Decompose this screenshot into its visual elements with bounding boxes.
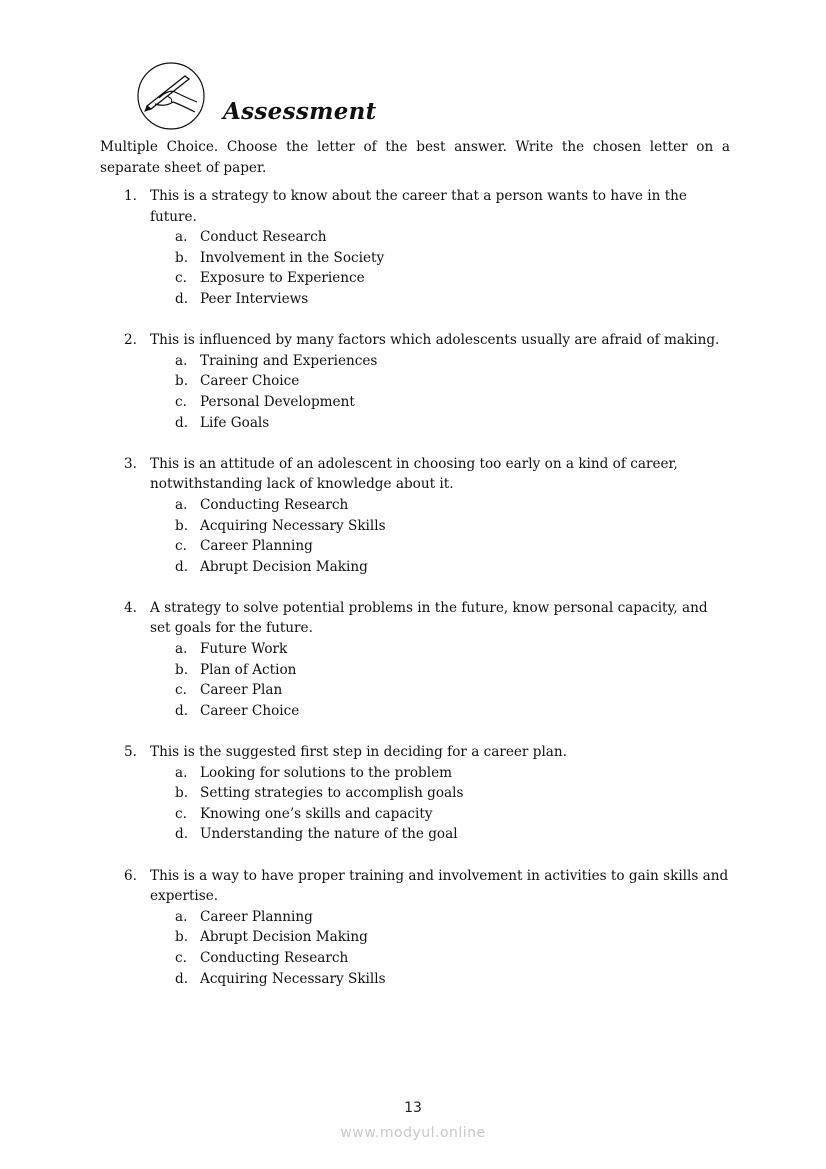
instructions: Multiple Choice. Choose the letter of the best answer. Write the chosen letter on a separate sheet of paper. [100, 139, 730, 176]
question-item [120, 742, 730, 845]
answer-option [150, 763, 730, 784]
option-letter: c. [175, 393, 187, 410]
option-letter: a. [175, 908, 188, 925]
option-letter: d. [175, 970, 189, 987]
question-item [120, 330, 730, 433]
answer-option [150, 289, 730, 310]
option-text: Exposure to Experience [200, 270, 365, 287]
option-text: Conduct Research [200, 229, 327, 246]
answer-option [150, 371, 730, 392]
answer-option [150, 351, 730, 372]
question-text: This is a strategy to know about the career that a person wants to have in the future. [150, 188, 687, 225]
option-list [150, 763, 730, 845]
option-letter: a. [175, 496, 188, 513]
answer-option [150, 824, 730, 845]
answer-option [150, 413, 730, 434]
option-text: Career Choice [200, 373, 300, 390]
watermark: www.modyul.online [340, 1125, 486, 1141]
page-title: Assessment [223, 98, 377, 125]
option-text: Abrupt Decision Making [200, 558, 368, 575]
option-letter: b. [175, 517, 189, 534]
answer-option [150, 557, 730, 578]
question-list [120, 186, 730, 1010]
answer-option [150, 660, 730, 681]
answer-option [150, 948, 730, 969]
answer-option [150, 680, 730, 701]
question-number: 1. [124, 188, 137, 204]
option-text: Plan of Action [200, 661, 297, 678]
question-number: 3. [124, 455, 137, 472]
question-item [120, 598, 730, 722]
question-text: This is the suggested first step in deciding for a career plan. [150, 744, 567, 761]
option-text: Understanding the nature of the goal [200, 826, 458, 843]
option-text: Career Plan [200, 682, 283, 699]
question-number: 2. [124, 332, 137, 349]
option-text: Acquiring Necessary Skills [200, 517, 386, 534]
answer-option [150, 804, 730, 825]
option-text: Career Choice [200, 702, 300, 719]
option-letter: a. [175, 352, 188, 369]
option-letter: c. [175, 805, 187, 822]
option-letter: c. [175, 538, 187, 555]
option-text: Conducting Research [200, 949, 349, 966]
option-text: Looking for solutions to the problem [200, 764, 453, 781]
option-text: Personal Development [200, 393, 355, 410]
question-text: A strategy to solve potential problems in the future, know personal capacity, and set goals for the future. [150, 599, 708, 637]
question-text: This is an attitude of an adolescent in choosing too early on a kind of career, notwithstanding lack of knowledge about it. [150, 455, 678, 493]
option-letter: d. [175, 702, 189, 719]
question-text: This is a way to have proper training and involvement in activities to gain skills and expertise. [150, 867, 729, 905]
answer-option [150, 495, 730, 516]
question-number: 6. [124, 867, 137, 884]
option-text: Abrupt Decision Making [200, 929, 368, 946]
option-list [150, 907, 730, 989]
answer-option [150, 907, 730, 928]
answer-option [150, 927, 730, 948]
option-text: Involvement in the Society [200, 249, 385, 266]
option-letter: c. [175, 270, 187, 287]
question-number: 4. [124, 599, 137, 616]
option-text: Career Planning [200, 538, 313, 555]
option-list [150, 227, 730, 309]
option-letter: b. [175, 249, 189, 266]
option-text: Knowing one’s skills and capacity [200, 805, 433, 822]
option-letter: a. [175, 764, 188, 781]
answer-option [150, 248, 730, 269]
option-letter: c. [175, 682, 187, 699]
option-list [150, 495, 730, 577]
option-text: Acquiring Necessary Skills [200, 970, 386, 987]
option-text: Peer Interviews [200, 290, 309, 307]
option-letter: b. [175, 785, 189, 802]
answer-option [150, 783, 730, 804]
option-letter: a. [175, 229, 188, 246]
question-item [120, 454, 730, 578]
question-item [120, 186, 730, 310]
option-letter: d. [175, 414, 189, 431]
answer-option [150, 536, 730, 557]
answer-option [150, 639, 730, 660]
option-text: Life Goals [200, 414, 270, 431]
option-letter: a. [175, 641, 188, 658]
option-list [150, 351, 730, 433]
option-text: Career Planning [200, 908, 313, 925]
option-letter: d. [175, 826, 189, 843]
answer-option [150, 392, 730, 413]
option-text: Setting strategies to accomplish goals [200, 785, 464, 802]
page-number: 13 [404, 1100, 422, 1116]
option-list [150, 639, 730, 721]
option-text: Future Work [200, 641, 288, 658]
answer-option [150, 516, 730, 537]
answer-option [150, 227, 730, 248]
writing-hand-icon [137, 62, 205, 130]
option-letter: d. [175, 290, 189, 307]
question-item [120, 866, 730, 990]
answer-option [150, 268, 730, 289]
answer-option [150, 701, 730, 722]
option-text: Conducting Research [200, 496, 349, 513]
option-letter: b. [175, 929, 189, 946]
question-text: This is influenced by many factors which adolescents usually are afraid of making. [150, 332, 720, 349]
option-letter: c. [175, 949, 187, 966]
option-letter: d. [175, 558, 189, 575]
option-text: Training and Experiences [200, 352, 378, 369]
answer-option [150, 969, 730, 990]
option-letter: b. [175, 373, 189, 390]
option-letter: b. [175, 661, 189, 678]
question-number: 5. [124, 744, 137, 761]
